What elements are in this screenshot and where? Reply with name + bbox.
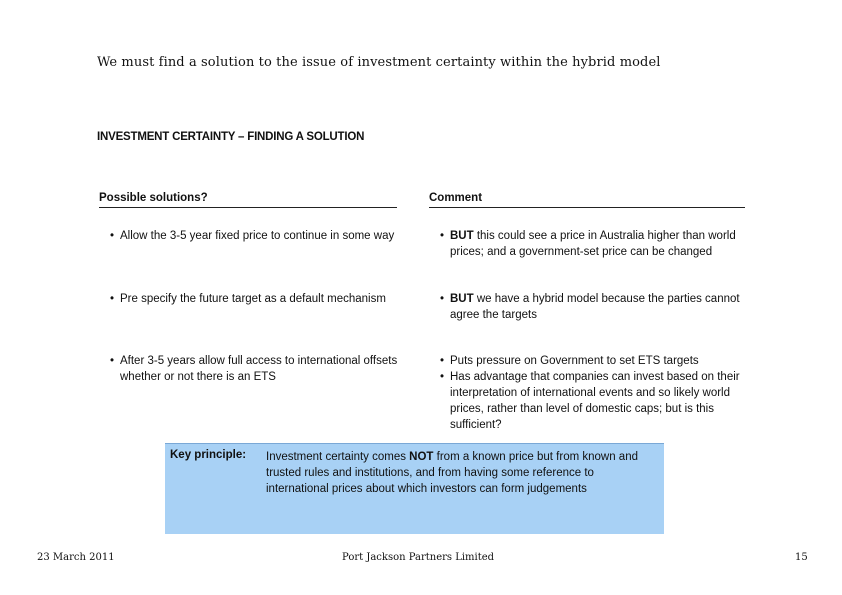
- column-header-comment: Comment: [429, 192, 745, 208]
- comment-text: [440, 228, 745, 260]
- bullet-icon: •: [110, 355, 115, 367]
- footer-date: 23 March 2011: [37, 552, 115, 563]
- solution-text: After 3-5 years allow full access to international offsets whether or not there is an ETS: [120, 355, 398, 383]
- comment-body: we have a hybrid model because the parties cannot agree the targets: [450, 293, 740, 321]
- page-number: 15: [795, 552, 808, 563]
- comment-item: [440, 291, 745, 323]
- solution-item: [110, 291, 400, 307]
- comment-text: Puts pressure on Government to set ETS targets: [450, 355, 699, 367]
- comment-lead: BUT: [450, 230, 474, 242]
- comment-lead: BUT: [450, 293, 474, 305]
- comment-text: Has advantage that companies can invest based on their interpretation of international events and so likely world prices, rather than level of domestic caps; but is this sufficient?: [450, 371, 740, 431]
- comment-item: [440, 228, 745, 260]
- section-subtitle: INVESTMENT CERTAINTY – FINDING A SOLUTION: [97, 131, 365, 143]
- key-principle-label: Key principle:: [170, 449, 247, 461]
- comment-item: [440, 369, 745, 433]
- solution-item: [110, 228, 400, 244]
- key-principle-emphasis: NOT: [409, 451, 434, 463]
- key-principle-text: Investment certainty comes NOT from a known price but from known and trusted rules and institutions, and from having some reference to international prices about which investors can form judgements: [266, 451, 638, 495]
- comment-text: [440, 291, 745, 323]
- key-principle-box: [165, 443, 664, 534]
- footer-company: Port Jackson Partners Limited: [342, 552, 495, 563]
- solution-text: Allow the 3-5 year fixed price to continue in some way: [120, 230, 395, 242]
- bullet-icon: •: [110, 293, 115, 305]
- bullet-icon: •: [440, 293, 445, 305]
- comment-body: this could see a price in Australia higher than world prices; and a government-set price can be changed: [450, 230, 736, 258]
- page-title: We must find a solution to the issue of investment certainty within the hybrid model: [97, 55, 661, 70]
- solution-text: Pre specify the future target as a default mechanism: [120, 293, 386, 305]
- bullet-icon: •: [110, 230, 115, 242]
- comment-item: [440, 353, 745, 369]
- bullet-icon: •: [440, 371, 445, 383]
- bullet-icon: •: [440, 230, 445, 242]
- bullet-icon: •: [440, 355, 445, 367]
- solution-item: [110, 353, 400, 385]
- column-header-solutions: Possible solutions?: [99, 192, 397, 208]
